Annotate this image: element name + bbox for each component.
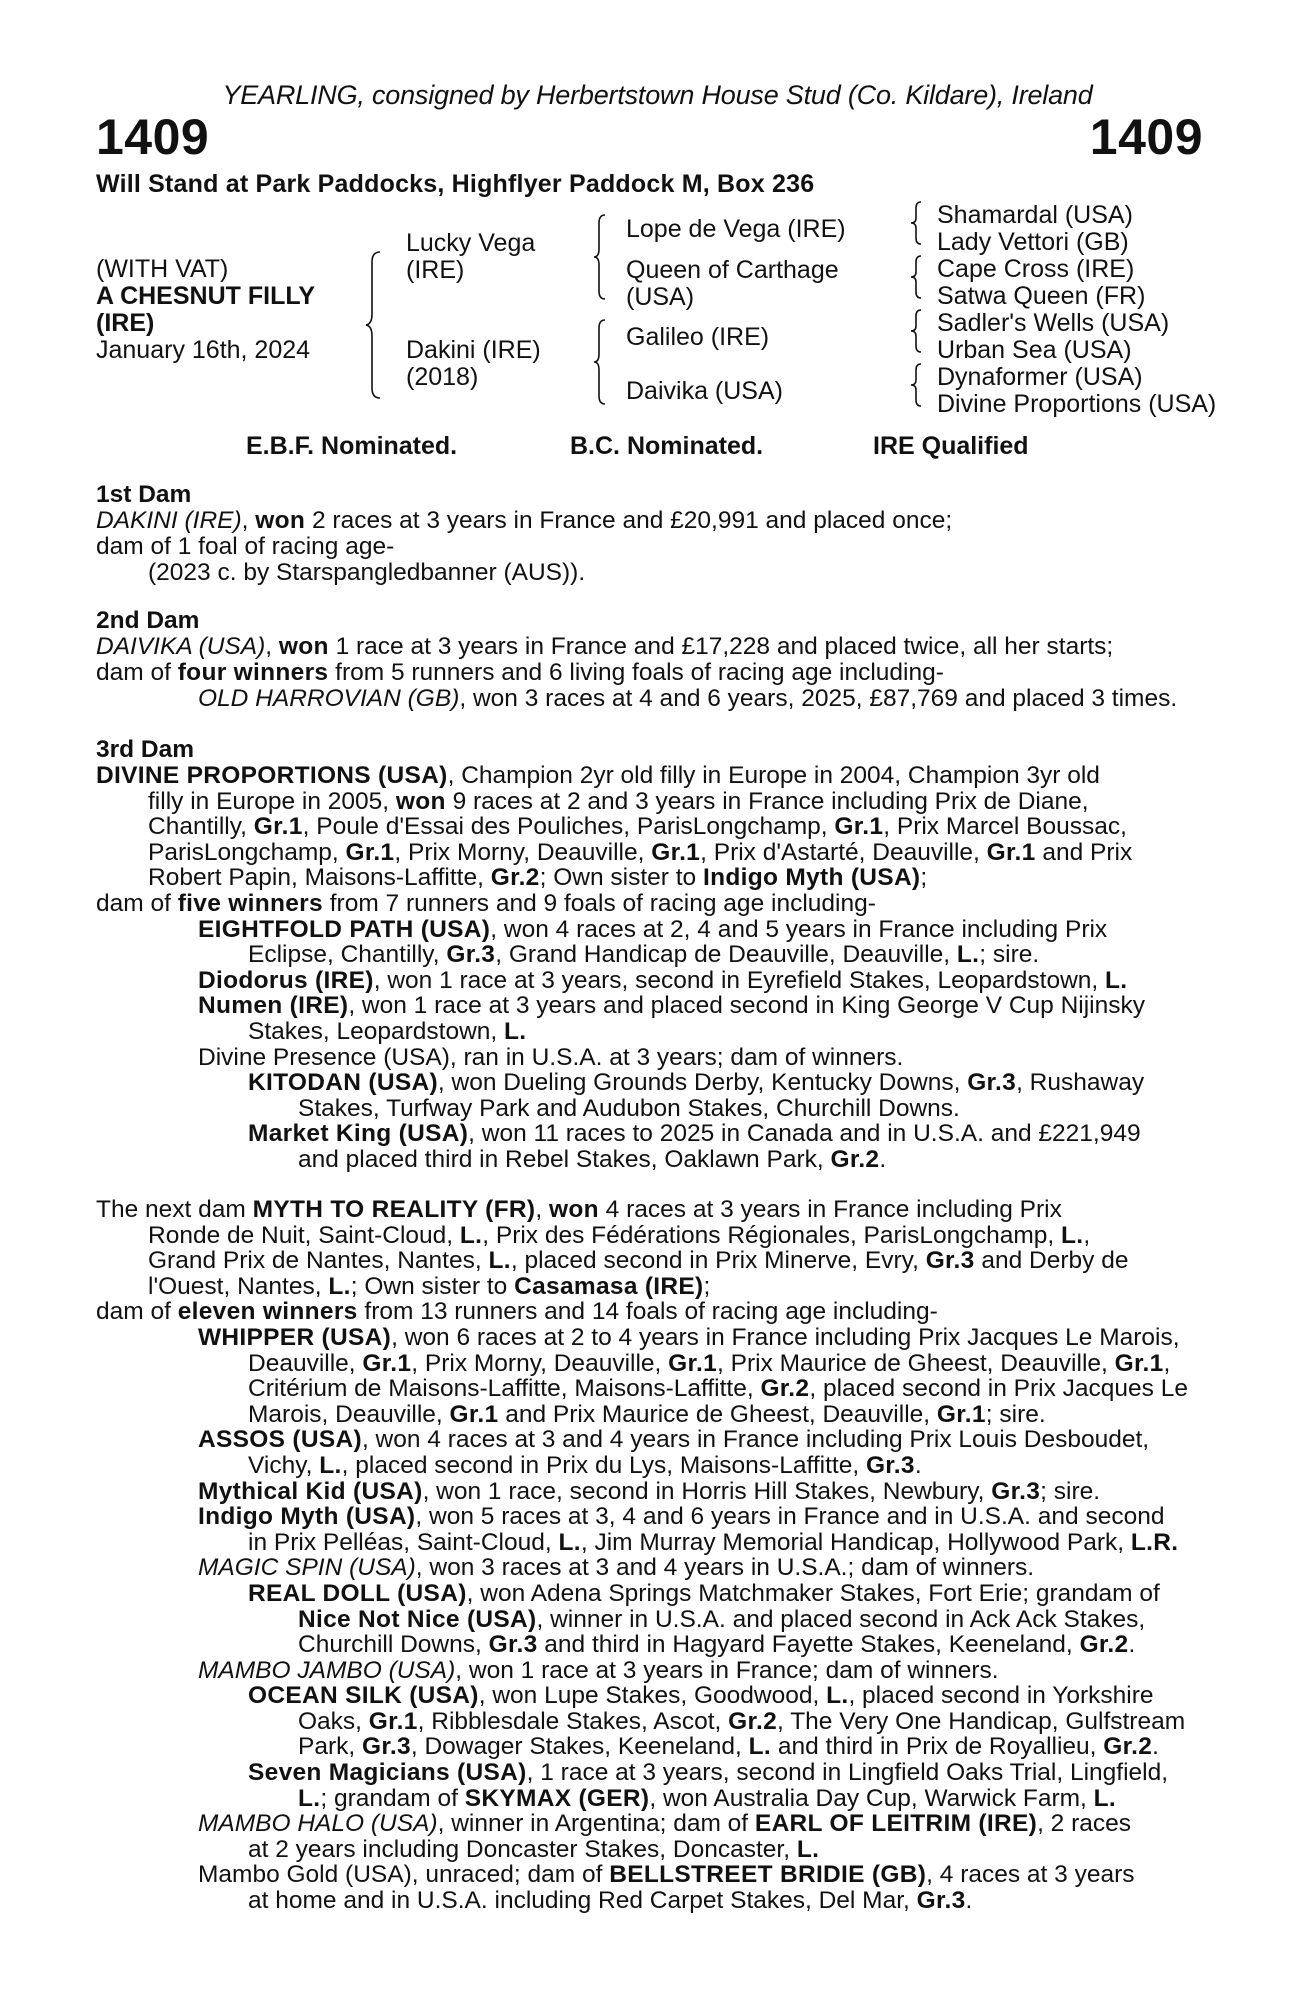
bold-text: Gr.1 [362, 1349, 412, 1377]
bold-text: Gr.3 [916, 1887, 966, 1915]
text: , Poule d'Essai des Pouliches, ParisLongchamp, [302, 813, 835, 841]
stand-location: Will Stand at Park Paddocks, Highflyer Paddock M, Box 236 [96, 170, 815, 198]
second-dam-name: DAIVIKA (USA) [96, 633, 266, 660]
great-grandparent-2: Lady Vettori (GB) [937, 228, 1129, 256]
bold-text: Gr.3 [446, 941, 496, 969]
subject-origin: (IRE) [96, 309, 155, 337]
text: , Ribblesdale Stakes, Ascot, [417, 1707, 729, 1735]
text: , won 5 races at 3, 4 and 6 years in France and in U.S.A. and second [415, 1503, 1165, 1531]
bold-text: Gr.3 [362, 1733, 411, 1761]
third-dam-heading: 3rd Dam [96, 736, 195, 763]
next-dam-body [96, 1197, 1206, 1914]
text: . [1152, 1733, 1159, 1761]
text: Critérium de Maisons-Laffitte, Maisons-Laffitte, [248, 1375, 761, 1403]
sire-origin: (IRE) [406, 256, 465, 284]
pedigree-brace-main [364, 250, 384, 400]
bold-text: L. [956, 941, 980, 969]
next-dam-line [96, 1197, 1206, 1223]
second-dam-line-2 [96, 660, 1177, 686]
bold-text: Indigo Myth (USA) [703, 864, 921, 892]
second-dam-record: 1 race at 3 years in France and £17,228 and placed twice, all her starts; [328, 633, 1114, 660]
bold-text: Numen (IRE) [198, 992, 349, 1020]
text: , [535, 1196, 549, 1223]
bc-nomination: B.C. Nominated. [570, 432, 764, 460]
text: in Prix Pelléas, Saint-Cloud, [248, 1528, 559, 1556]
next-dam-line [96, 1734, 1206, 1760]
text: at home and in U.S.A. including Red Carpet Stakes, Del Mar, [248, 1887, 917, 1915]
text: at 2 years including Doncaster Stakes, Doncaster, [248, 1835, 797, 1863]
text: The next dam [96, 1196, 253, 1223]
next-dam-line [96, 1453, 1206, 1479]
text: , won Dueling Grounds Derby, Kentucky Downs, [437, 1069, 968, 1097]
bold-text: Indigo Myth (USA) [198, 1503, 416, 1531]
sire-dam: Queen of Carthage [626, 256, 839, 284]
text: , Dowager Stakes, Keeneland, [410, 1733, 749, 1761]
bold-text: Gr.2 [490, 864, 540, 892]
text: 4 races at 3 years in France including Prix [598, 1196, 1062, 1223]
sire-sire: Lope de Vega (IRE) [626, 215, 846, 243]
text: Deauville, [248, 1349, 363, 1377]
next-dam-line [96, 1760, 1206, 1786]
next-dam-line [96, 1325, 1206, 1351]
text: dam of [96, 1298, 178, 1326]
next-dam-line [96, 1555, 1206, 1581]
next-dam-line [96, 1632, 1206, 1658]
third-dam-line [96, 993, 1206, 1019]
bold-text: REAL DOLL (USA) [248, 1579, 467, 1607]
text: , placed second in Prix du Lys, Maisons-Laffitte, [341, 1451, 866, 1479]
bold-text: Gr.3 [991, 1477, 1041, 1505]
text: , winner in U.S.A. and placed second in Ack Ack Stakes, [536, 1605, 1146, 1633]
bold-text: Gr.3 [865, 1451, 915, 1479]
bold-text: KITODAN (USA) [248, 1069, 438, 1097]
bold-text: Gr.2 [1103, 1733, 1153, 1761]
bold-text: Gr.3 [925, 1247, 975, 1275]
bold-text: Gr.2 [728, 1707, 778, 1735]
second-dam-produce [96, 686, 1177, 712]
text: from 7 runners and 9 foals of racing age including- [322, 889, 876, 917]
great-grandparent-7: Dynaformer (USA) [937, 363, 1143, 391]
bold-text: L. [328, 1272, 351, 1300]
bold-text: L. [558, 1528, 581, 1556]
next-dam-line [96, 1530, 1206, 1556]
bold-text: EIGHTFOLD PATH (USA) [198, 915, 491, 943]
sire-name: Lucky Vega [406, 229, 536, 257]
text: Marois, Deauville, [248, 1400, 450, 1428]
italic-text: MAMBO HALO (USA) [198, 1810, 438, 1838]
dam-name: Dakini (IRE) [406, 336, 541, 364]
bold-text: L. [319, 1451, 342, 1479]
text: , won Australia Day Cup, Warwick Farm, [649, 1784, 1094, 1812]
text: , Jim Murray Memorial Handicap, Hollywood Park, [580, 1528, 1131, 1556]
bold-text: EARL OF LEITRIM (IRE) [754, 1810, 1038, 1838]
text: ; grandam of [320, 1784, 465, 1812]
bold-text: eleven winners [177, 1298, 358, 1326]
pedigree-brace-sire [592, 213, 608, 301]
text: Churchill Downs, [298, 1631, 489, 1659]
bold-text: L. [298, 1784, 321, 1812]
bold-text: Gr.1 [1114, 1349, 1164, 1377]
bold-text: Market King (USA) [248, 1120, 469, 1148]
third-dam-line [96, 917, 1206, 943]
lot-number-right: 1409 [1089, 109, 1203, 165]
pedigree-brace-g56 [908, 308, 924, 354]
next-dam-line [96, 1683, 1206, 1709]
third-dam-line [96, 814, 1206, 840]
text: ; [920, 864, 928, 892]
text: Divine Presence (USA), ran in U.S.A. at 3 years; dam of winners. [198, 1043, 904, 1071]
bold-text: Gr.2 [1079, 1631, 1129, 1659]
next-dam-line [96, 1709, 1206, 1735]
text: , Prix d'Astarté, Deauville, [700, 838, 987, 866]
bold-text: Casamasa (IRE) [514, 1272, 704, 1300]
pedigree-brace-g78 [908, 362, 924, 408]
first-dam-sep: , [241, 507, 256, 534]
bold-text: L. [504, 1017, 527, 1045]
text: from 13 runners and 14 foals of racing age including- [357, 1298, 938, 1326]
bold-text: Gr.2 [760, 1375, 810, 1403]
bold-text: L. [459, 1221, 483, 1249]
third-dam-line [96, 1019, 1206, 1045]
bold-text: L. [1093, 1784, 1117, 1812]
text: , 4 races at 3 years [926, 1861, 1135, 1889]
great-grandparent-1: Shamardal (USA) [937, 201, 1133, 229]
next-dam-line [96, 1786, 1206, 1812]
text: ParisLongchamp, [148, 838, 346, 866]
text: , won 1 race at 3 years, second in Eyrefield Stakes, Leopardstown, [373, 966, 1106, 994]
lot-number-left: 1409 [96, 109, 210, 165]
second-dam-section [96, 608, 1177, 712]
text: , won 4 races at 2, 4 and 5 years in France including Prix [490, 915, 1108, 943]
subject-dob: January 16th, 2024 [96, 336, 311, 364]
third-dam-line [96, 789, 1206, 815]
bold-text: L. [488, 1247, 511, 1275]
text: , Prix Morny, Deauville, [411, 1349, 669, 1377]
third-dam-body [96, 763, 1206, 1173]
bold-text: L.R. [1130, 1528, 1179, 1556]
text: . [965, 1887, 973, 1915]
third-dam-line [96, 1147, 1206, 1173]
text: , won Adena Springs Matchmaker Stakes, Fort Erie; grandam of [466, 1579, 1160, 1607]
next-dam-line [96, 1402, 1206, 1428]
text: , won 11 races to 2025 in Canada and in U.S.A. and £221,949 [468, 1120, 1141, 1148]
bold-text: Diodorus (IRE) [198, 966, 374, 994]
second-dam-heading: 2nd Dam [96, 607, 200, 634]
ebf-nomination: E.B.F. Nominated. [246, 432, 458, 460]
bold-text: Seven Magicians (USA) [248, 1759, 527, 1787]
next-dam-line [96, 1581, 1206, 1607]
text: , Grand Handicap de Deauville, Deauville, [495, 941, 957, 969]
text: , Prix Maurice de Gheest, Deauville, [717, 1349, 1115, 1377]
text: , Prix des Fédérations Régionales, ParisLongchamp, [482, 1221, 1062, 1249]
third-dam-line [96, 865, 1206, 891]
bold-text: L. [1061, 1221, 1084, 1249]
text: , [1083, 1221, 1091, 1249]
bold-text: L. [1105, 966, 1128, 994]
text: Chantilly, [148, 813, 254, 841]
bold-text: Gr.1 [253, 813, 303, 841]
pedigree-brace-dam [592, 318, 608, 406]
next-dam-line [96, 1299, 1206, 1325]
next-dam-line [96, 1274, 1206, 1300]
bold-text: Gr.3 [488, 1631, 538, 1659]
bold-text: Gr.3 [967, 1069, 1017, 1097]
subject-name: A CHESNUT FILLY [96, 282, 315, 310]
text: ; Own sister to [350, 1272, 515, 1300]
bold-text: Mythical Kid (USA) [198, 1477, 423, 1505]
italic-text: MAMBO JAMBO (USA) [198, 1656, 456, 1684]
text: Robert Papin, Maisons-Laffitte, [148, 864, 491, 892]
bold-text: won [548, 1196, 599, 1223]
dam-sire: Galileo (IRE) [626, 323, 770, 351]
text: and Prix [1035, 838, 1133, 866]
second-dam-winners: four winners [177, 659, 329, 686]
next-dam-line [96, 1223, 1206, 1249]
first-dam-name: DAKINI (IRE) [96, 507, 242, 534]
next-dam-line [96, 1351, 1206, 1377]
second-dam-l2a: dam of [96, 659, 178, 686]
text: 9 races at 2 and 3 years in France including Prix de Diane, [445, 787, 1089, 815]
next-dam-line [96, 1862, 1206, 1888]
text: dam of [96, 889, 178, 917]
next-dam-line [96, 1427, 1206, 1453]
text: , winner in Argentina; dam of [437, 1810, 755, 1838]
next-dam-line [96, 1888, 1206, 1914]
third-dam-line [96, 968, 1206, 994]
third-dam-line [96, 763, 1206, 789]
text: Stakes, Turfway Park and Audubon Stakes, Churchill Downs. [298, 1094, 960, 1122]
third-dam-line [96, 1096, 1206, 1122]
second-dam-won: won [278, 633, 329, 660]
next-dam-line [96, 1376, 1206, 1402]
bold-text: Gr.1 [651, 838, 701, 866]
text: Vichy, [248, 1451, 320, 1479]
text: ; sire. [985, 1400, 1046, 1428]
first-dam-line-1 [96, 508, 952, 534]
bold-text: MYTH TO REALITY (FR) [252, 1196, 536, 1223]
bold-text: SKYMAX (GER) [464, 1784, 650, 1812]
next-dam-line [96, 1479, 1206, 1505]
great-grandparent-5: Sadler's Wells (USA) [937, 309, 1170, 337]
first-dam-record: 2 races at 3 years in France and £20,991 and placed once; [305, 507, 953, 534]
bold-text: Gr.1 [345, 838, 395, 866]
text: , The Very One Handicap, Gulfstream [777, 1707, 1186, 1735]
bold-text: Gr.1 [368, 1707, 418, 1735]
first-dam-heading: 1st Dam [96, 481, 192, 508]
second-dam-sep: , [265, 633, 279, 660]
vat-note: (WITH VAT) [96, 255, 229, 283]
text: ; sire. [1040, 1477, 1101, 1505]
text: , 2 races [1037, 1810, 1132, 1838]
bold-text: BELLSTREET BRIDIE (GB) [609, 1861, 927, 1889]
pedigree-brace-g34 [908, 254, 924, 300]
text: l'Ouest, Nantes, [148, 1272, 329, 1300]
bold-text: Gr.2 [830, 1145, 880, 1173]
next-dam-line [96, 1607, 1206, 1633]
second-dam-produce-record: , won 3 races at 4 and 6 years, 2025, £87,769 and placed 3 times. [459, 685, 1178, 712]
third-dam-line [96, 1121, 1206, 1147]
second-dam-l2c: from 5 runners and 6 living foals of racing age including- [328, 659, 944, 686]
text: , placed second in Prix Jacques Le [809, 1375, 1188, 1403]
text: , 1 race at 3 years, second in Lingfield Oaks Trial, Lingfield, [526, 1759, 1169, 1787]
bold-text: won [395, 787, 446, 815]
text: , won 1 race, second in Horris Hill Stakes, Newbury, [422, 1477, 992, 1505]
great-grandparent-4: Satwa Queen (FR) [937, 282, 1146, 310]
text: Grand Prix de Nantes, Nantes, [148, 1247, 489, 1275]
italic-text: MAGIC SPIN (USA) [198, 1554, 416, 1582]
great-grandparent-3: Cape Cross (IRE) [937, 255, 1135, 283]
bold-text: Nice Not Nice (USA) [298, 1605, 537, 1633]
third-dam-line [96, 942, 1206, 968]
text: Park, [298, 1733, 362, 1761]
bold-text: DIVINE PROPORTIONS (USA) [96, 762, 448, 789]
dam-dam: Daivika (USA) [626, 377, 783, 405]
text: Oaks, [298, 1707, 369, 1735]
text: Eclipse, Chantilly, [248, 941, 447, 969]
great-grandparent-8: Divine Proportions (USA) [937, 390, 1217, 418]
dam-year: (2018) [406, 363, 479, 391]
first-dam-won: won [255, 507, 306, 534]
bold-text: Gr.1 [834, 813, 884, 841]
text: . [879, 1145, 887, 1173]
bold-text: WHIPPER (USA) [198, 1323, 392, 1351]
third-dam-line [96, 891, 1206, 917]
text: . [914, 1451, 922, 1479]
sire-dam-origin: (USA) [626, 283, 695, 311]
second-dam-produce-name: OLD HARROVIAN (GB) [198, 685, 460, 712]
third-dam-line [96, 1070, 1206, 1096]
third-dam-line [96, 840, 1206, 866]
bold-text: ASSOS (USA) [198, 1426, 362, 1454]
next-dam-line [96, 1837, 1206, 1863]
bold-text: Gr.1 [936, 1400, 986, 1428]
first-dam-section [96, 482, 952, 586]
bold-text: L. [826, 1682, 849, 1710]
text: and Prix Maurice de Gheest, Deauville, [498, 1400, 937, 1428]
text: , won 1 race at 3 years and placed second in King George V Cup Nijinsky [348, 992, 1146, 1020]
text: , Prix Morny, Deauville, [394, 838, 652, 866]
next-dam-line [96, 1504, 1206, 1530]
text: and third in Hagyard Fayette Stakes, Keeneland, [537, 1631, 1080, 1659]
text: , placed second in Yorkshire [848, 1682, 1154, 1710]
bold-text: Gr.1 [986, 838, 1036, 866]
next-dam-line [96, 1658, 1206, 1684]
text: Ronde de Nuit, Saint-Cloud, [148, 1221, 460, 1249]
first-dam-line-2: dam of 1 foal of racing age- [96, 533, 395, 560]
text: , [1163, 1349, 1171, 1377]
text: ; Own sister to [539, 864, 703, 892]
text: ; sire. [979, 941, 1040, 969]
text: and placed third in Rebel Stakes, Oaklawn Park, [298, 1145, 831, 1173]
text: filly in Europe in 2005, [148, 787, 396, 815]
text: , won 4 races at 3 and 4 years in France including Prix Louis Desboudet, [361, 1426, 1150, 1454]
pedigree-brace-g12 [908, 200, 924, 246]
text: , placed second in Prix Minerve, Evry, [510, 1247, 926, 1275]
bold-text: Gr.1 [449, 1400, 499, 1428]
next-dam-line [96, 1248, 1206, 1274]
text: Mambo Gold (USA), unraced; dam of [198, 1861, 610, 1889]
text: , won 1 race at 3 years in France; dam of winners. [455, 1656, 999, 1684]
bold-text: OCEAN SILK (USA) [248, 1682, 479, 1710]
third-dam-line [96, 1045, 1206, 1071]
text: , won 6 races at 2 to 4 years in France including Prix Jacques Le Marois, [391, 1323, 1180, 1351]
text: and third in Prix de Royallieu, [771, 1733, 1104, 1761]
bold-text: L. [796, 1835, 820, 1863]
next-dam-line [96, 1811, 1206, 1837]
text: . [1128, 1631, 1136, 1659]
first-dam-produce: (2023 c. by Starspangledbanner (AUS)). [148, 559, 586, 586]
text: , won 3 races at 3 and 4 years in U.S.A.; dam of winners. [415, 1554, 1035, 1582]
second-dam-line-1 [96, 634, 1177, 660]
text: and Derby de [974, 1247, 1129, 1275]
bold-text: five winners [177, 889, 323, 917]
text: , Rushaway [1016, 1069, 1145, 1097]
bold-text: Gr.1 [668, 1349, 718, 1377]
text: Stakes, Leopardstown, [248, 1017, 505, 1045]
bold-text: L. [748, 1733, 772, 1761]
text: , Champion 2yr old filly in Europe in 2004, Champion 3yr old [447, 762, 1100, 789]
text: , Prix Marcel Boussac, [883, 813, 1127, 841]
ire-qualified: IRE Qualified [873, 432, 1029, 460]
text: ; [703, 1272, 711, 1300]
great-grandparent-6: Urban Sea (USA) [937, 336, 1132, 364]
consignor-line: YEARLING, consigned by Herbertstown House Stud (Co. Kildare), Ireland [222, 80, 1093, 110]
text: , won Lupe Stakes, Goodwood, [478, 1682, 827, 1710]
